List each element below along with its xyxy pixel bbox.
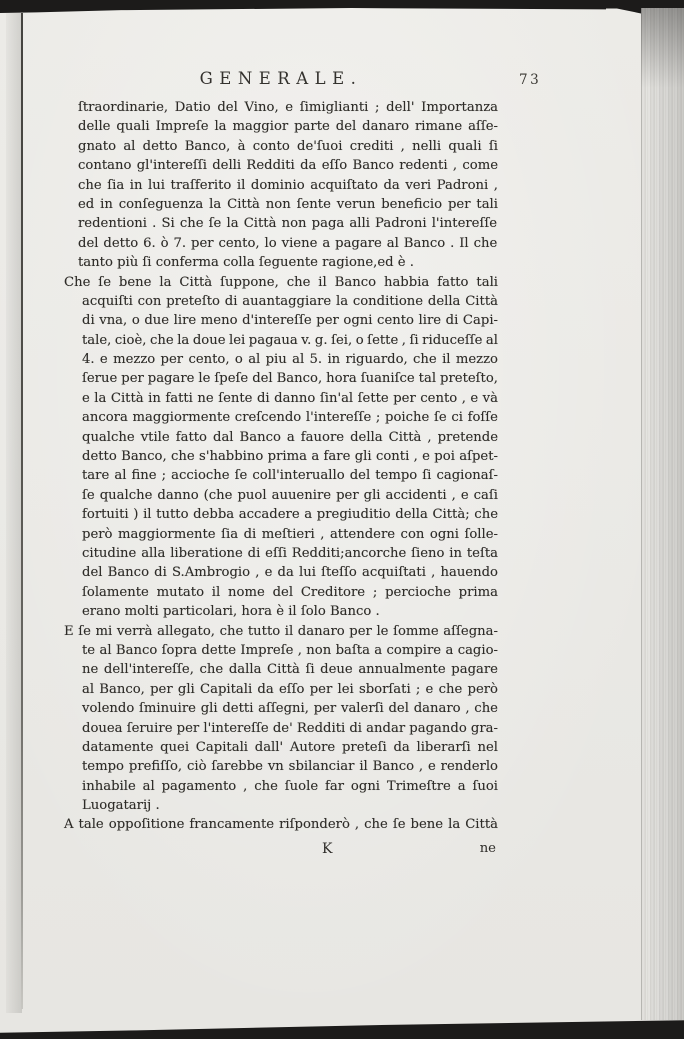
text-line: Luogatarij . xyxy=(82,798,160,814)
text-line: che ſia in lui traſferito il dominio acquiſtato da veri Padroni , xyxy=(78,177,498,193)
catchword: ne xyxy=(479,841,496,856)
signature-mark: K xyxy=(322,841,333,857)
running-title: GENERALE. xyxy=(199,69,363,88)
text-line: douea ſeruire per l'intereſſe de' Redditi di andar pagando gra- xyxy=(82,720,498,736)
paragraph xyxy=(64,622,498,816)
scan-bottom-bar xyxy=(0,1015,684,1039)
text-line: redentioni . Si che ſe la Città non paga alli Padroni l'intereſſe xyxy=(78,216,498,232)
book-gutter-shadow xyxy=(6,13,22,1013)
book-gutter-line xyxy=(21,13,23,1009)
text-line: ſe qualche danno (che puol auuenire per gli accidenti , e caſi xyxy=(82,487,498,503)
text-line: ſolamente mutato il nome del Creditore ; percioche prima xyxy=(82,584,498,600)
paragraph xyxy=(64,98,498,273)
text-line: del detto 6. ò 7. per cento, lo viene a pagare al Banco . Il che xyxy=(78,235,498,251)
text-line: erano molti particolari, hora è il ſolo Banco . xyxy=(82,604,380,620)
text-line: A tale oppoſitione francamente riſponderò , che ſe bene la Città xyxy=(64,817,498,833)
text-line: datamente quei Capitali dall' Autore preteſi da liberarſi nel xyxy=(82,739,498,755)
text-line: fortuiti ) il tutto debba accadere a pregiuditio della Città; che xyxy=(82,507,498,523)
text-line: acquiſti con preteſto di auantaggiare la conditione della Città xyxy=(82,293,498,309)
page-header xyxy=(64,69,542,93)
text-line: inhabile al pagamento , che ſuole far ogni Trimeſtre a ſuoi xyxy=(82,778,498,794)
signature-row xyxy=(64,841,498,861)
text-line: al Banco, per gli Capitali da eſſo per lei sborſati ; e che però xyxy=(82,681,498,697)
text-line: ne dell'intereſſe, che dalla Città ſi deue annualmente pagare xyxy=(82,662,498,678)
text-line: ſerue per pagare le ſpeſe del Banco, hora ſuaniſce tal preteſto, xyxy=(82,371,498,387)
text-line: 4. e mezzo per cento, o al piu al 5. in riguardo, che il mezzo xyxy=(82,352,498,368)
text-line: citudine alla liberatione di eſſi Redditi;ancorche ſieno in teſta xyxy=(82,545,498,561)
text-line: delle quali Impreſe la maggior parte del danaro rimane aſſe- xyxy=(78,119,498,135)
paragraph xyxy=(64,815,498,834)
text-line: ancora maggiormente creſcendo l'intereſſe ; poiche ſe ci foſſe xyxy=(82,410,498,426)
text-line: di vna, o due lire meno d'intereſſe per ogni cento lire di Capi- xyxy=(82,313,498,329)
text-line: detto Banco, che s'habbino prima a fare gli conti , e poi aſpet- xyxy=(82,449,498,465)
paragraph xyxy=(64,273,498,622)
book-fore-edge-pages xyxy=(641,8,684,1020)
text-line: però maggiormente ſia di meſtieri , attendere con ogni ſolle- xyxy=(82,526,498,542)
text-line: tale, cioè, che la doue lei pagaua v. g. ſei, o ſette , ſi riduceſſe al xyxy=(82,332,498,348)
paragraphs xyxy=(64,98,498,835)
text-line: tare al fine ; accioche ſe coll'interuallo del tempo ſi cagionaſ- xyxy=(82,468,498,484)
text-line: e la Città in fatti ne ſente di danno ſin'al ſette per cento , e và xyxy=(82,390,498,406)
text-line: tempo prefiſſo, ciò ſarebbe vn sbilanciar il Banco , e renderlo xyxy=(82,759,498,775)
text-line: contano gl'intereſſi delli Redditi da eſſo Banco redenti , come xyxy=(78,158,498,174)
text-line: tanto più ſi conferma colla ſeguente ragione,ed è . xyxy=(78,255,414,271)
text-line: ed in conſeguenza la Città non ſente verun beneficio per tali xyxy=(78,196,498,212)
text-line: qualche vtile fatto dal Banco a fauore della Città , pretende xyxy=(82,429,498,445)
text-line: Che ſe bene la Città ſuppone, che il Banco habbia fatto tali xyxy=(64,274,498,290)
text-line: gnato al detto Banco, à conto de'ſuoi crediti , nelli quali ſi xyxy=(78,138,498,154)
text-line: te al Banco ſopra dette Impreſe , non baſta a compire a cagio- xyxy=(82,642,498,658)
text-line: ſtraordinarie, Datio del Vino, e ſimiglianti ; dell' Importanza xyxy=(78,100,498,115)
page-number: 73 xyxy=(519,72,542,88)
text-block xyxy=(64,98,498,835)
scan-top-bar xyxy=(0,0,606,13)
fore-edge-shadow xyxy=(641,8,684,88)
text-line: del Banco di S.Ambrogio , e da lui ſteſſo acquiſtati , hauendo xyxy=(82,565,498,581)
text-line: volendo ſminuire gli detti aſſegni, per valerſi del danaro , che xyxy=(82,701,498,717)
text-line: E ſe mi verrà allegato, che tutto il danaro per le ſomme aſſegna- xyxy=(64,623,498,639)
